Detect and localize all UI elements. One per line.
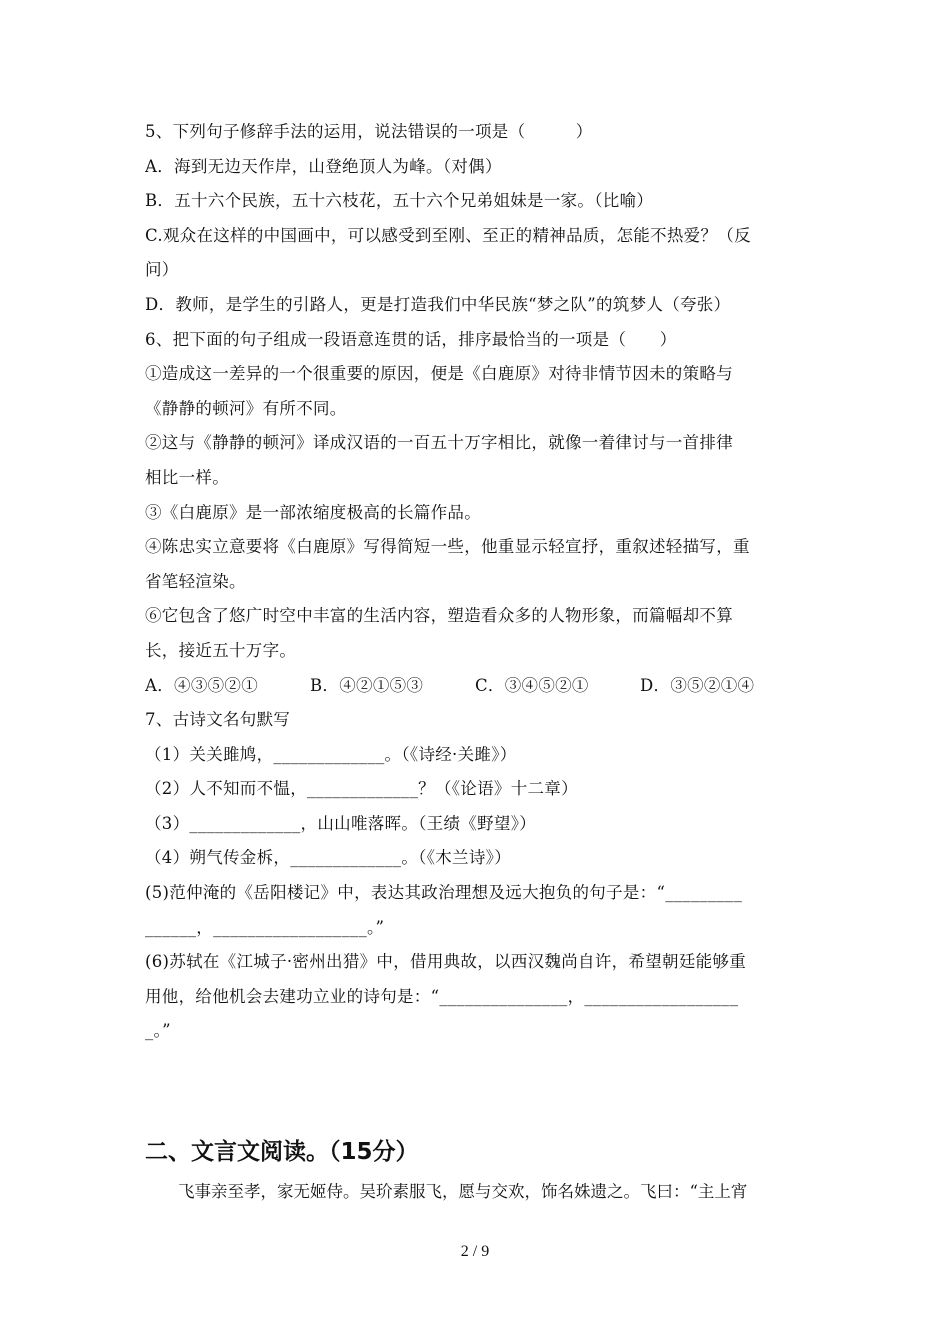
q7-item-1: （1）关关雎鸠，_____________。（《诗经·关雎》） bbox=[145, 744, 517, 764]
q7-item-2: （2）人不知而不愠，_____________？（《论语》十二章） bbox=[145, 779, 578, 799]
q5-option-a: A．海到无边天作岸，山登绝顶人为峰。（对偶） bbox=[145, 156, 502, 176]
q5-option-c-line2: 问） bbox=[145, 260, 179, 280]
q7-item-6-line3: _。” bbox=[145, 1021, 171, 1041]
q6-sentence-5-line1: ⑥它包含了悠广时空中丰富的生活内容，塑造看众多的人物形象，而篇幅却不算 bbox=[145, 606, 733, 626]
q7-item-6-line2: 用他，给他机会去建功立业的诗句是：“_______________，__________________ bbox=[145, 986, 739, 1006]
q7-item-3: （3）_____________，山山唯落晖。（王绩《野望》） bbox=[145, 813, 537, 833]
q6-sentence-2-line2: 相比一样。 bbox=[145, 467, 229, 487]
q7-item-4: （4）朔气传金柝，_____________。（《木兰诗》） bbox=[145, 848, 511, 868]
q6-sentence-4-line2: 省笔轻渲染。 bbox=[145, 571, 246, 591]
q6-option-c: C．③④⑤②① bbox=[475, 675, 589, 695]
q6-option-a: A．④③⑤②① bbox=[145, 675, 259, 695]
q7-item-6-line1: (6)苏轼在《江城子·密州出猎》中，借用典故，以西汉魏尚自许，希望朝廷能够重 bbox=[145, 952, 747, 972]
q5-option-c-line1: C.观众在这样的中国画中，可以感受到至刚、至正的精神品质，怎能不热爱？（反 bbox=[145, 225, 751, 245]
q7-stem: 7、古诗文名句默写 bbox=[145, 710, 291, 730]
q6-sentence-2-line1: ②这与《静静的顿河》译成汉语的一百五十万字相比，就像一着律讨与一首排律 bbox=[145, 433, 733, 453]
question-block bbox=[145, 115, 810, 1049]
page-number: 2 / 9 bbox=[460, 1243, 490, 1260]
q5-stem: 5、下列句子修辞手法的运用，说法错误的一项是（ ） bbox=[145, 122, 593, 141]
classical-text-paragraph: 飞事亲至孝，家无姬侍。吴玠素服飞，愿与交欢，饰名姝遗之。飞曰：“主上宵 bbox=[178, 1182, 748, 1201]
q6-sentence-5-line2: 长，接近五十万字。 bbox=[145, 640, 297, 660]
q6-option-d: D．③⑤②①④ bbox=[640, 675, 755, 695]
section-title: 二、文言文阅读。（15分） bbox=[145, 1139, 419, 1165]
q6-sentence-1-line2: 《静静的顿河》有所不同。 bbox=[145, 398, 347, 418]
q6-sentence-1-line1: ①造成这一差异的一个很重要的原因，便是《白鹿原》对待非情节因未的策略与 bbox=[145, 364, 733, 384]
q6-options bbox=[145, 669, 810, 704]
q6-stem: 6、把下面的句子组成一段语意连贯的话，排序最恰当的一项是（ ） bbox=[145, 329, 677, 349]
q5-option-d: D．教师，是学生的引路人，更是打造我们中华民族“梦之队”的筑梦人（夸张） bbox=[145, 294, 731, 314]
q6-sentence-3: ③《白鹿原》是一部浓缩度极高的长篇作品。 bbox=[145, 502, 481, 522]
q5-option-b: B．五十六个民族，五十六枝花，五十六个兄弟姐妹是一家。（比喻） bbox=[145, 191, 654, 211]
q7-item-5-line2: ______，__________________。” bbox=[145, 917, 385, 937]
q6-option-b: B．④②①⑤③ bbox=[310, 675, 424, 695]
q6-sentence-4-line1: ④陈忠实立意要将《白鹿原》写得简短一些，他重显示轻宣抒，重叙述轻描写，重 bbox=[145, 537, 750, 557]
q7-item-5-line1: (5)范仲淹的《岳阳楼记》中，表达其政治理想及远大抱负的句子是：“_________ bbox=[145, 883, 743, 903]
